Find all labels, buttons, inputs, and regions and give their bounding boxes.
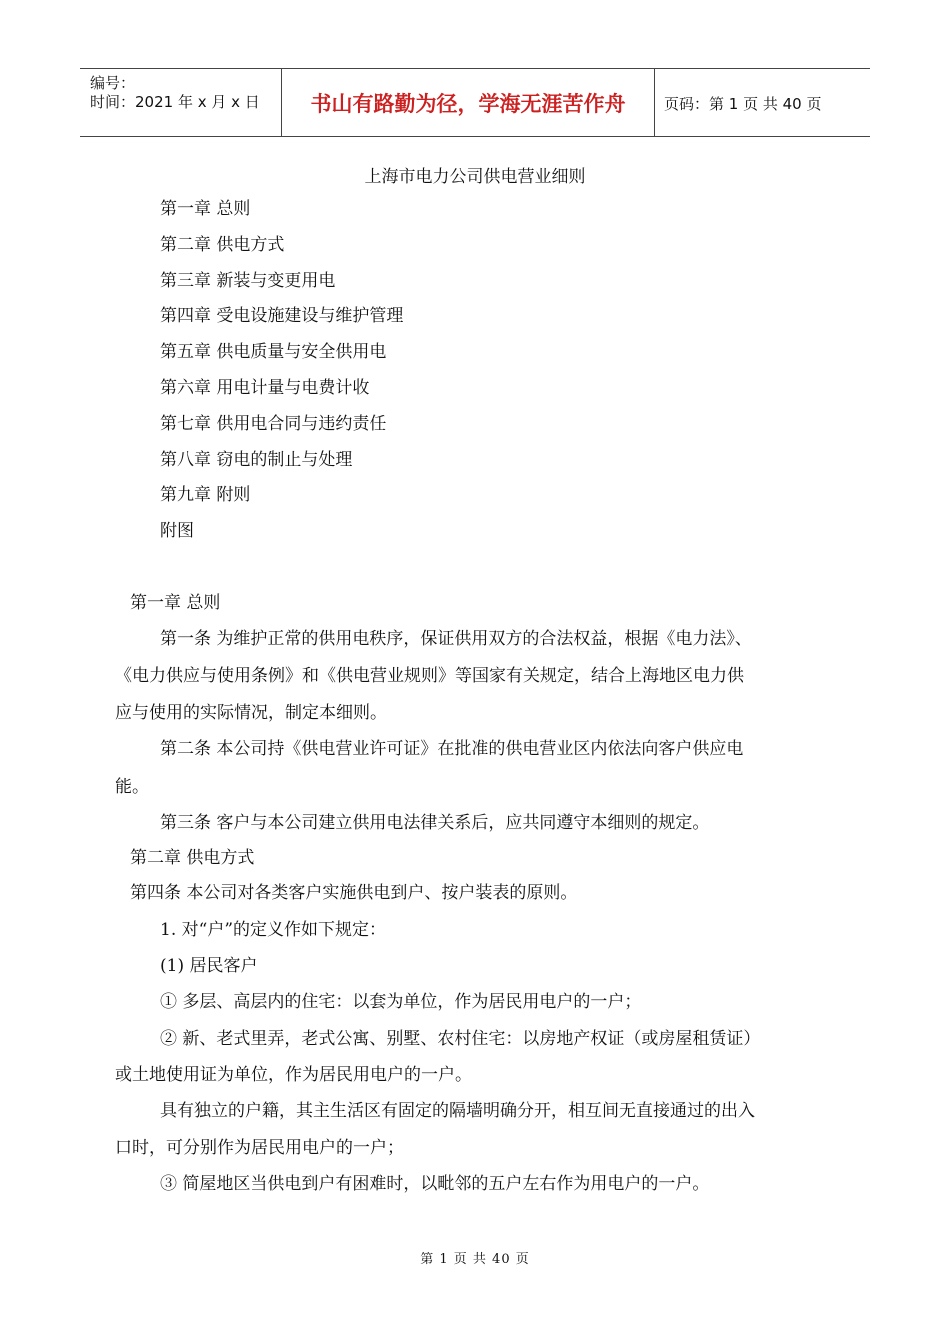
toc-item: 第五章 供电质量与安全供用电 [160, 342, 387, 363]
toc-item: 第七章 供用电合同与违约责任 [160, 413, 387, 434]
paragraph-line: 或土地使用证为单位，作为居民用电户的一户。 [115, 1065, 472, 1085]
toc-item: 附图 [160, 521, 194, 542]
paragraph-line: 第四条 本公司对各类客户实施供电到户、按户装表的原则。 [130, 883, 578, 903]
paragraph-line: 第三条 客户与本公司建立供用电法律关系后，应共同遵守本细则的规定。 [160, 813, 710, 833]
paragraph-line: ② 新、老式里弄，老式公寓、别墅、农村住宅：以房地产权证（或房屋租赁证） [160, 1029, 761, 1049]
document-number-label: 编号： [90, 74, 136, 92]
page-footer: 第 1 页 共 40 页 [420, 1252, 530, 1267]
header-meta-cell [80, 69, 280, 136]
paragraph-line: 第一条 为维护正常的供用电秩序，保证供用双方的合法权益，根据《电力法》、 [160, 629, 752, 649]
paragraph-line: (1) 居民客户 [160, 956, 258, 976]
header-table [80, 68, 870, 137]
paragraph-line: 口时，可分别作为居民用电户的一户； [115, 1138, 404, 1158]
document-time-label: 时间：2021 年 x 月 x 日 [90, 93, 260, 111]
paragraph-line: 1. 对“户”的定义作如下规定： [160, 920, 387, 940]
paragraph-line: 《电力供应与使用条例》和《供电营业规则》等国家有关规定，结合上海地区电力供 [115, 666, 744, 686]
paragraph-line: 第二条 本公司持《供电营业许可证》在批准的供电营业区内依法向客户供应电 [160, 739, 744, 759]
paragraph-line: ③ 简屋地区当供电到户有困难时，以毗邻的五户左右作为用电户的一户。 [160, 1174, 710, 1194]
chapter-heading: 第二章 供电方式 [130, 848, 255, 868]
toc-item: 第一章 总则 [160, 199, 251, 219]
toc-item: 第四章 受电设施建设与维护管理 [160, 306, 404, 327]
header-motto-cell [281, 69, 655, 136]
paragraph-line: 能。 [115, 777, 149, 797]
page-code: 页码：第 1 页 共 40 页 [664, 95, 822, 113]
toc-item: 第八章 窃电的制止与处理 [160, 449, 353, 470]
header-page-cell [654, 69, 870, 136]
toc-item: 第六章 用电计量与电费计收 [160, 377, 370, 398]
document-title: 上海市电力公司供电营业细则 [364, 167, 586, 187]
table-of-contents [160, 198, 403, 556]
chapter-heading: 第一章 总则 [130, 593, 221, 613]
toc-item: 第九章 附则 [160, 485, 251, 506]
paragraph-line: ① 多层、高层内的住宅：以套为单位，作为居民用电户的一户； [160, 992, 642, 1012]
motto: 书山有路勤为径，学海无涯苦作舟 [310, 92, 626, 116]
paragraph-line: 具有独立的户籍，其主生活区有固定的隔墙明确分开，相互间无直接通过的出入 [160, 1101, 755, 1121]
paragraph-line: 应与使用的实际情况，制定本细则。 [115, 703, 387, 723]
toc-item: 第三章 新装与变更用电 [160, 270, 336, 291]
toc-item: 第二章 供电方式 [160, 234, 285, 255]
